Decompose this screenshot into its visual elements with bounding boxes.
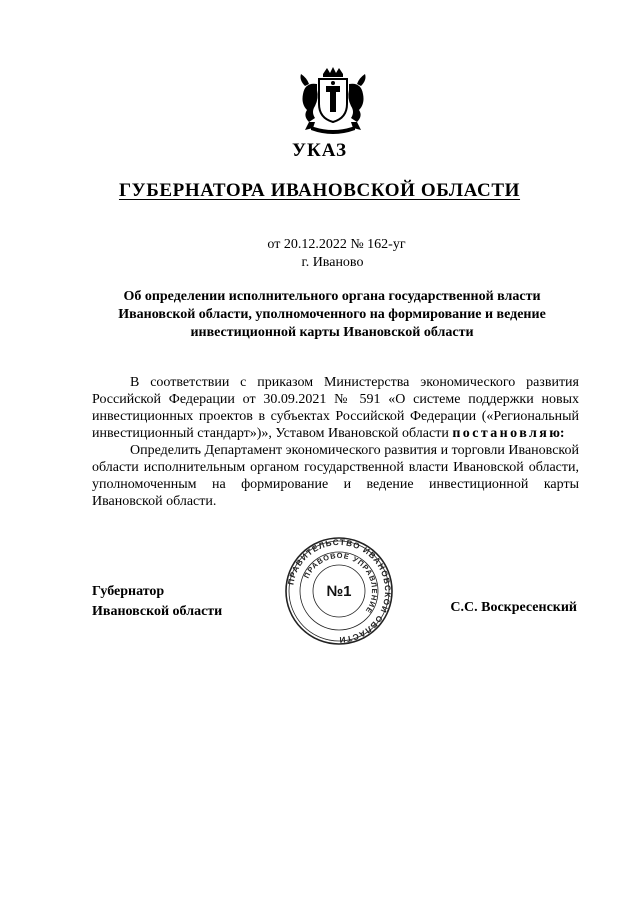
coat-of-arms-icon: [293, 64, 373, 136]
signatory-name: С.С. Воскресенский: [450, 600, 577, 615]
svg-text:ПРАВОВОЕ УПРАВЛЕНИЕ: ПРАВОВОЕ УПРАВЛЕНИЕ: [301, 550, 380, 616]
date-and-number: от 20.12.2022 № 162-уг: [267, 237, 406, 252]
signatory-position-line-1: Губернатор: [92, 584, 165, 599]
svg-text:ПРАВИТЕЛЬСТВО ИВАНОВСКОЙ ОБЛАС: ПРАВИТЕЛЬСТВО ИВАНОВСКОЙ ОБЛАСТИ: [286, 537, 393, 645]
decree-word-tail: ю:: [549, 426, 565, 441]
city-name: г. Иваново: [301, 255, 364, 270]
body-paragraph-1-text: В соответствии с приказом Министерства экономического развития Российской Федерации от 30.09.2021 № 591 «О системе поддержки новых инвестиционных проектов в субъектах Российской Федерации («Региональный инвестиционный стандарт»)», Уставом Ивановской области: [92, 375, 579, 441]
issuing-authority-text: ГУБЕРНАТОРА ИВАНОВСКОЙ ОБЛАСТИ: [118, 180, 521, 201]
document-meta: [0, 236, 639, 272]
document-type-title: УКАЗ: [292, 140, 347, 161]
body-paragraph-2: Определить Департамент экономического развития и торговли Ивановской области исполнительным органом государственной власти Ивановской области, уполномоченным на формирование и ведение инвестиционной карты Ивановской области.: [92, 443, 579, 509]
signatory-position: [92, 582, 222, 622]
decree-subject: Об определении исполнительного органа государственной власти Ивановской области, уполномоченного на формирование и ведение инвестиционной карты Ивановской области: [118, 289, 546, 340]
stamp-number: №1: [326, 582, 352, 600]
issuing-authority-title: [0, 180, 639, 202]
decree-word-spaced: постановля: [452, 426, 550, 441]
body-paragraph-1: [92, 374, 579, 442]
official-stamp: [284, 536, 394, 646]
signatory-position-line-2: Ивановской области: [92, 604, 223, 619]
decree-body: [92, 374, 579, 510]
